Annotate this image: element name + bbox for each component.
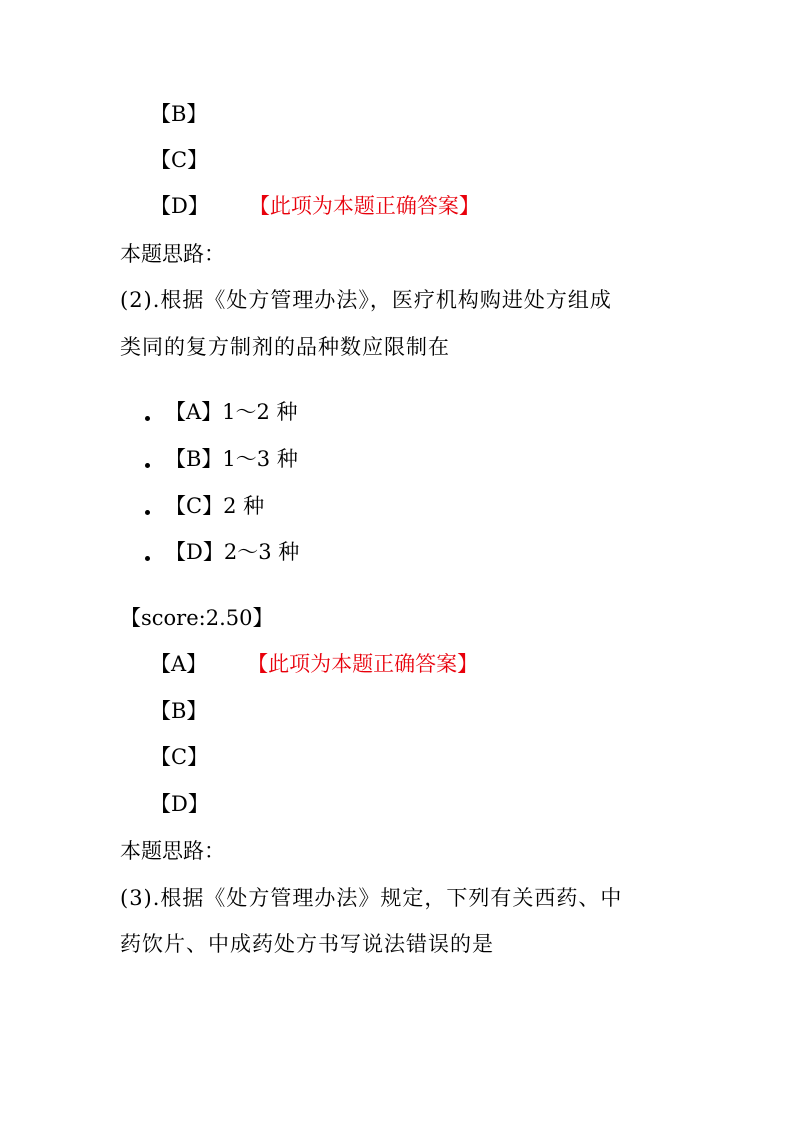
choice-item: 【A】1～2 种 [165, 400, 298, 424]
bullet-icon [145, 510, 150, 515]
answer-option-c [150, 742, 208, 772]
bullet-icon [145, 416, 150, 421]
choice-item: 【C】2 种 [165, 494, 265, 518]
question-text-line: 药饮片、中成药处方书写说法错误的是 [120, 932, 494, 956]
option-label: 【D】 [150, 194, 209, 218]
answer-option-d [150, 191, 480, 221]
option-label: 【C】 [150, 745, 209, 769]
answer-option-a [150, 649, 478, 679]
option-label: 【D】 [150, 792, 209, 816]
option-label: 【B】 [150, 102, 208, 126]
choice-item: 【B】1～3 种 [165, 447, 298, 471]
question-text-line: (2).根据《处方管理办法》，医疗机构购进处方组成 [120, 288, 612, 312]
score-label: 【score:2.50】 [120, 606, 274, 630]
answer-option-b [150, 99, 207, 129]
answer-option-c [150, 145, 208, 175]
explanation-label: 本题思路： [120, 839, 225, 863]
correct-answer-marker: 【此项为本题正确答案】 [248, 194, 480, 218]
question-text-line: 类同的复方制剂的品种数应限制在 [120, 335, 450, 359]
option-label: 【B】 [150, 699, 208, 723]
bullet-icon [145, 463, 150, 468]
answer-option-d [150, 789, 209, 819]
answer-option-b [150, 696, 207, 726]
option-label: 【A】 [150, 652, 208, 676]
option-label: 【C】 [150, 148, 209, 172]
choice-item: 【D】2～3 种 [165, 540, 300, 564]
bullet-icon [145, 556, 150, 561]
correct-answer-marker: 【此项为本题正确答案】 [247, 652, 479, 676]
explanation-label: 本题思路： [120, 242, 225, 266]
question-text-line: (3).根据《处方管理办法》规定，下列有关西药、中 [120, 886, 623, 910]
